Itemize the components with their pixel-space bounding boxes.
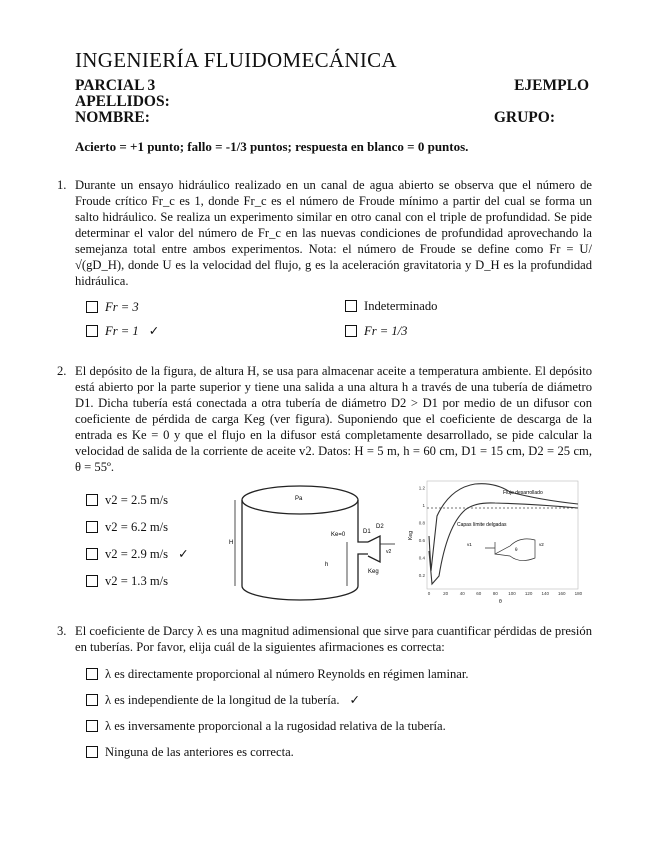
checkbox[interactable] bbox=[345, 325, 357, 337]
legend-capas: Capas límite delgadas bbox=[457, 522, 507, 528]
keg-label: Keg bbox=[368, 569, 379, 575]
scoring-note: Acierto = +1 punto; fallo = -1/3 puntos; respuesta en blanco = 0 puntos. bbox=[75, 139, 469, 154]
option[interactable] bbox=[86, 323, 159, 339]
x-axis-label: θ bbox=[499, 599, 502, 605]
option[interactable] bbox=[86, 492, 168, 508]
apellidos-label: APELLIDOS: bbox=[75, 93, 170, 110]
checkbox[interactable] bbox=[86, 548, 98, 560]
checkbox[interactable] bbox=[86, 575, 98, 587]
y-tick-label: 0.6 bbox=[418, 538, 425, 543]
page-title: INGENIERÍA FLUIDOMECÁNICA bbox=[75, 48, 397, 72]
question-2 bbox=[57, 363, 592, 475]
question-text: El depósito de la figura, de altura H, se usa para almacenar aceite a temperatura ambiente. El depósito está abierto por la parte superior y tiene una salida a una altura h a través de una tubería de diámetro D1. Dicha tubería está conectada a otra tubería de diámetro D2 > D1 por medio de un difusor con coeficiente de pérdida de carga Keg (ver figura). Suponiendo que el coeficiente de descarga de la entrada es Ke = 0 y que el flujo en la difusor está completamente desarrollado, se pide calcular la velocidad de salida de la corriente de aceite v2. Datos: H = 5 m, h = 60 cm, D1 = 15 cm, D2 = 25 cm, θ = 55º. bbox=[75, 364, 592, 474]
x-tick-label: 0 bbox=[427, 591, 431, 596]
grupo-label: GRUPO: bbox=[493, 109, 555, 126]
pa-label: Pa bbox=[295, 496, 303, 502]
H-label: H bbox=[229, 540, 234, 546]
checkbox[interactable] bbox=[86, 521, 98, 533]
x-tick-label: 180 bbox=[574, 591, 583, 596]
option[interactable] bbox=[345, 323, 407, 339]
v2-chart-label: v2 bbox=[539, 542, 544, 547]
option[interactable] bbox=[86, 666, 469, 682]
series-capas-limite bbox=[429, 503, 578, 584]
check-icon: ✓ bbox=[349, 693, 361, 707]
option[interactable] bbox=[86, 299, 139, 315]
x-tick-label: 40 bbox=[459, 591, 465, 596]
d2-label: D2 bbox=[376, 524, 384, 530]
question-3 bbox=[57, 623, 592, 655]
y-tick-label: 1.2 bbox=[418, 485, 425, 491]
option-label: Indeterminado bbox=[364, 299, 438, 313]
option-label: Ninguna de las anteriores es correcta. bbox=[105, 745, 294, 759]
option-label: v2 = 1.3 m/s bbox=[105, 574, 169, 588]
checkbox[interactable] bbox=[86, 668, 98, 680]
option-label: Fr = 1/3 bbox=[364, 324, 408, 338]
v2-label: v2 bbox=[386, 549, 392, 555]
x-tick-label: 160 bbox=[558, 591, 566, 596]
option-label: λ es inversamente proporcional a la rugosidad relativa de la tubería. bbox=[105, 719, 446, 733]
question-1 bbox=[57, 177, 592, 289]
option[interactable] bbox=[86, 718, 446, 734]
check-icon: ✓ bbox=[178, 547, 189, 561]
legend-flujo: Flujo desarrollado bbox=[503, 490, 543, 496]
checkbox[interactable] bbox=[86, 694, 98, 706]
checkbox[interactable] bbox=[86, 494, 98, 506]
question-number: 3. bbox=[57, 624, 67, 638]
tank-diagram bbox=[230, 478, 410, 608]
ejemplo-label: EJEMPLO bbox=[514, 77, 589, 94]
y-tick-label: 0.4 bbox=[418, 555, 425, 561]
h-label: h bbox=[325, 562, 329, 568]
y-tick-label: 1 bbox=[422, 503, 425, 508]
checkbox[interactable] bbox=[345, 300, 357, 312]
parcial-label: PARCIAL 3 bbox=[75, 77, 156, 94]
option[interactable] bbox=[345, 298, 437, 314]
d1-label: D1 bbox=[363, 529, 371, 535]
x-tick-label: 80 bbox=[492, 591, 498, 596]
y-tick-label: 0.2 bbox=[418, 573, 425, 578]
option-label: λ es independiente de la longitud de la tubería. bbox=[105, 693, 340, 707]
option[interactable] bbox=[86, 573, 168, 589]
y-tick-label: 0.8 bbox=[418, 520, 425, 526]
x-tick-label: 140 bbox=[541, 591, 549, 596]
x-tick-label: 100 bbox=[508, 591, 516, 596]
option[interactable] bbox=[86, 692, 360, 708]
option[interactable] bbox=[86, 546, 189, 562]
option-label: v2 = 2.5 m/s bbox=[105, 493, 169, 507]
checkbox[interactable] bbox=[86, 325, 98, 337]
checkbox[interactable] bbox=[86, 301, 98, 313]
x-tick-label: 120 bbox=[524, 591, 533, 596]
option-label: v2 = 6.2 m/s bbox=[105, 520, 169, 534]
x-tick-label: 20 bbox=[443, 591, 449, 596]
x-tick-label: 60 bbox=[476, 591, 482, 596]
option-label: Fr = 3 bbox=[105, 300, 139, 314]
question-text: El coeficiente de Darcy λ es una magnitud adimensional que sirve para cuantificar pérdidas de presión en tuberías. Por favor, elija cuál de la siguientes afirmaciones es correcta: bbox=[75, 624, 592, 654]
question-number: 1. bbox=[57, 178, 67, 192]
question-text: Durante un ensayo hidráulico realizado en un canal de agua abierto se observa que el número de Froude crítico Fr_c es 1, donde Fr_c es el número de Froude mínimo a partir del cual se forma un salto hidráulico. Se realiza un experimento similar en otro canal con el triple de profundidad. Se pide determinar el valor del número de Fr_c en las nuevas condiciones de profundidad aprovechando la semejanza total entre ambos experimentos. Nota: el número de Froude se define como Fr = U/√(gD_H), donde U es la velocidad del flujo, g es la aceleración gravitatoria y D_H es la profundidad hidráulica. bbox=[75, 178, 592, 288]
option[interactable] bbox=[86, 744, 294, 760]
option-label: Fr = 1 bbox=[105, 324, 139, 338]
option[interactable] bbox=[86, 519, 168, 535]
v1-label: v1 bbox=[467, 542, 472, 547]
check-icon: ✓ bbox=[148, 324, 160, 338]
option-label: λ es directamente proporcional al número Reynolds en régimen laminar. bbox=[105, 667, 469, 681]
checkbox[interactable] bbox=[86, 746, 98, 758]
question-number: 2. bbox=[57, 364, 67, 378]
checkbox[interactable] bbox=[86, 720, 98, 732]
theta-label: θ bbox=[515, 547, 518, 552]
nombre-label: NOMBRE: bbox=[75, 109, 150, 126]
diffuser-icon bbox=[485, 539, 535, 561]
ke-label: Ke=0 bbox=[331, 532, 346, 538]
option-label: v2 = 2.9 m/s bbox=[105, 547, 169, 561]
y-axis-label: Keg bbox=[408, 531, 414, 540]
keg-chart bbox=[405, 476, 595, 606]
